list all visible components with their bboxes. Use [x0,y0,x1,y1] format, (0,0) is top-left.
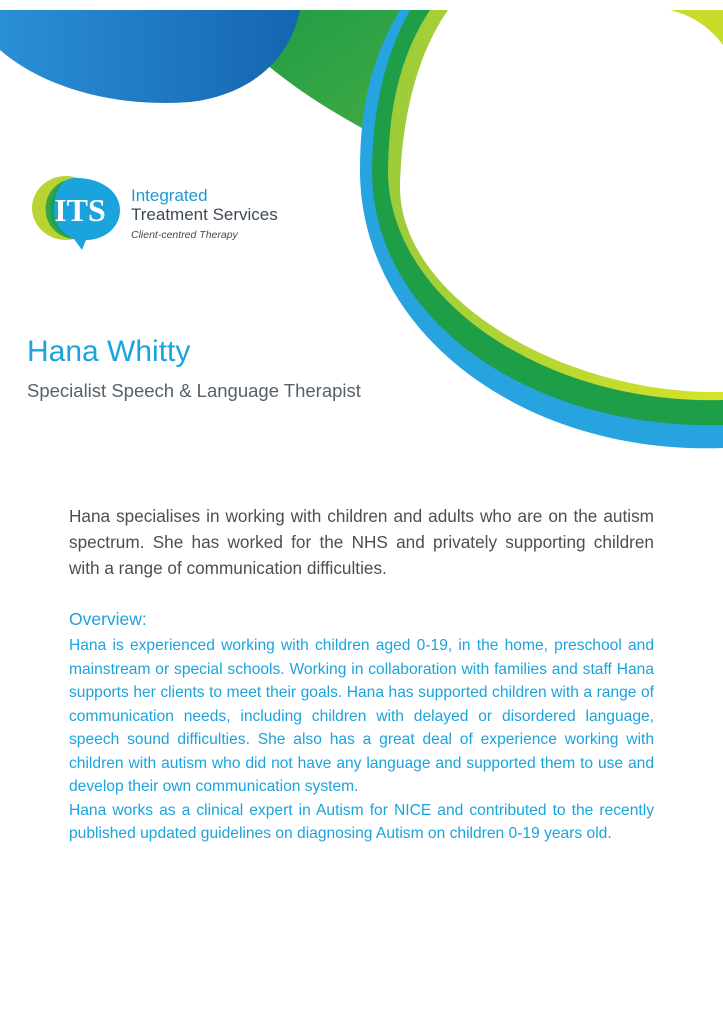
logo-mark-text: ITS [54,192,106,228]
overview-body [69,634,654,846]
speech-bubble-icon [30,172,122,250]
person-name: Hana Whitty [27,335,191,368]
logo-wordmark [131,186,278,241]
logo-tagline: Client-centred Therapy [131,229,238,241]
intro-paragraph: Hana specialises in working with children and adults who are on the autism spectrum. She has worked for the NHS and privately supporting children with a range of communication difficulties. [69,506,654,578]
person-role: Specialist Speech & Language Therapist [27,380,361,401]
logo-line-integrated: Integrated [131,186,208,205]
its-logo-mark [30,172,122,250]
logo-line-treatment-services: Treatment Services [131,205,278,224]
overview-heading: Overview: [69,609,147,629]
overview-paragraph: Hana is experienced working with children aged 0-19, in the home, preschool and mainstream or special schools. Working in collaboration with families and staff Hana supports her clients to meet their goals. Hana has supported children with a range of communication needs, including children with delayed or disordered language, speech sound difficulties. She also has a great deal of experience working with children with autism who did not have any language and supported them to use and develop their own communication system. [69,637,654,795]
overview-paragraph: Hana works as a clinical expert in Autism for NICE and contributed to the recently published updated guidelines on diagnosing Autism on children 0-19 years old. [69,801,654,842]
